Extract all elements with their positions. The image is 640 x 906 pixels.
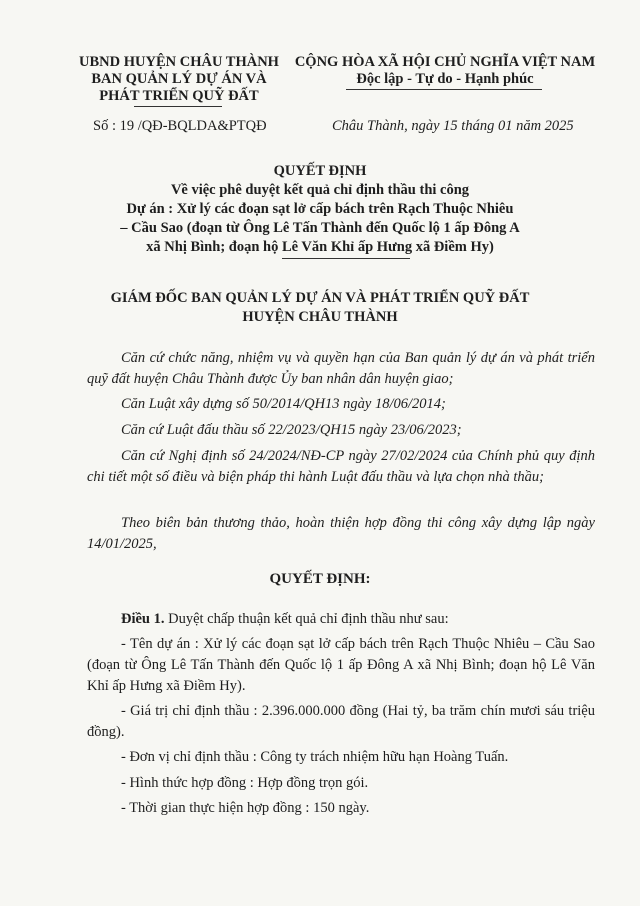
authority-line-2: HUYỆN CHÂU THÀNH — [242, 309, 398, 325]
authority-line-1: GIÁM ĐỐC BAN QUẢN LÝ DỰ ÁN VÀ PHÁT TRIỂN QUỸ ĐẤT — [110, 290, 530, 306]
issuing-agency-line2: PHÁT TRIỂN QUỸ ĐẤT — [99, 88, 259, 104]
agency-underline — [134, 106, 222, 107]
basis-paragraph: Theo biên bản thương thảo, hoàn thiện hợp đồng thi công xây dựng lập ngày 14/01/2025, — [87, 515, 595, 552]
document-number: Số : 19 /QĐ-BQLDA&PTQĐ — [93, 118, 267, 134]
basis-paragraph: Căn cứ Nghị định số 24/2024/NĐ-CP ngày 27/02/2024 của Chính phủ quy định chi tiết một số điều và biện pháp thi hành Luật đấu thầu và lựa chọn nhà thầu; — [87, 448, 595, 485]
subject-underline — [282, 258, 410, 259]
subject-line-1: Về việc phê duyệt kết quả chỉ định thầu thi công — [170, 182, 470, 198]
issuing-agency-line1: BAN QUẢN LÝ DỰ ÁN VÀ — [91, 71, 267, 87]
article-1-item: - Tên dự án : Xử lý các đoạn sạt lở cấp bách trên Rạch Thuộc Nhiêu – Cầu Sao (đoạn từ Ông Lê Tấn Thành đến Quốc lộ 1 ấp Đông A xã Nhị Bình; đoạn hộ Lê Văn Khỉ ấp Hưng xã Điềm Hy). — [87, 636, 595, 694]
place-date: Châu Thành, ngày 15 tháng 01 năm 2025 — [332, 118, 574, 134]
national-motto: Độc lập - Tự do - Hạnh phúc — [356, 71, 534, 87]
article-1 — [87, 609, 595, 630]
article-1-item: - Hình thức hợp đồng : Hợp đồng trọn gói. — [121, 775, 369, 791]
basis-paragraph: Căn cứ chức năng, nhiệm vụ và quyền hạn của Ban quản lý dự án và phát triển quỹ đất huyện Châu Thành được Ủy ban nhân dân huyện giao; — [87, 350, 595, 387]
article-1-label: Điều 1. — [121, 611, 165, 627]
article-1-item: - Giá trị chỉ định thầu : 2.396.000.000 đồng (Hai tỷ, ba trăm chín mươi sáu triệu đồng). — [87, 703, 595, 740]
document-title: QUYẾT ĐỊNH — [273, 163, 367, 179]
article-1-item: - Thời gian thực hiện hợp đồng : 150 ngày. — [121, 800, 370, 816]
national-title: CỘNG HÒA XÃ HỘI CHỦ NGHĨA VIỆT NAM — [294, 54, 596, 70]
basis-paragraph: Căn cứ Luật đấu thầu số 22/2023/QH15 ngày 23/06/2023; — [121, 422, 462, 438]
issuing-authority: UBND HUYỆN CHÂU THÀNH — [79, 54, 279, 70]
subject-line-4: xã Nhị Bình; đoạn hộ Lê Văn Khỉ ấp Hưng xã Điềm Hy) — [146, 239, 494, 255]
article-1-item: - Đơn vị chỉ định thầu : Công ty trách nhiệm hữu hạn Hoàng Tuấn. — [121, 749, 509, 765]
decision-heading: QUYẾT ĐỊNH: — [269, 571, 371, 587]
basis-paragraph: Căn Luật xây dựng số 50/2014/QH13 ngày 18/06/2014; — [121, 396, 446, 412]
motto-underline — [346, 89, 542, 90]
subject-line-2: Dự án : Xử lý các đoạn sạt lở cấp bách trên Rạch Thuộc Nhiêu — [126, 201, 514, 217]
subject-line-3: – Cầu Sao (đoạn từ Ông Lê Tấn Thành đến Quốc lộ 1 ấp Đông A — [120, 220, 520, 236]
article-1-text: Duyệt chấp thuận kết quả chỉ định thầu như sau: — [164, 611, 449, 627]
